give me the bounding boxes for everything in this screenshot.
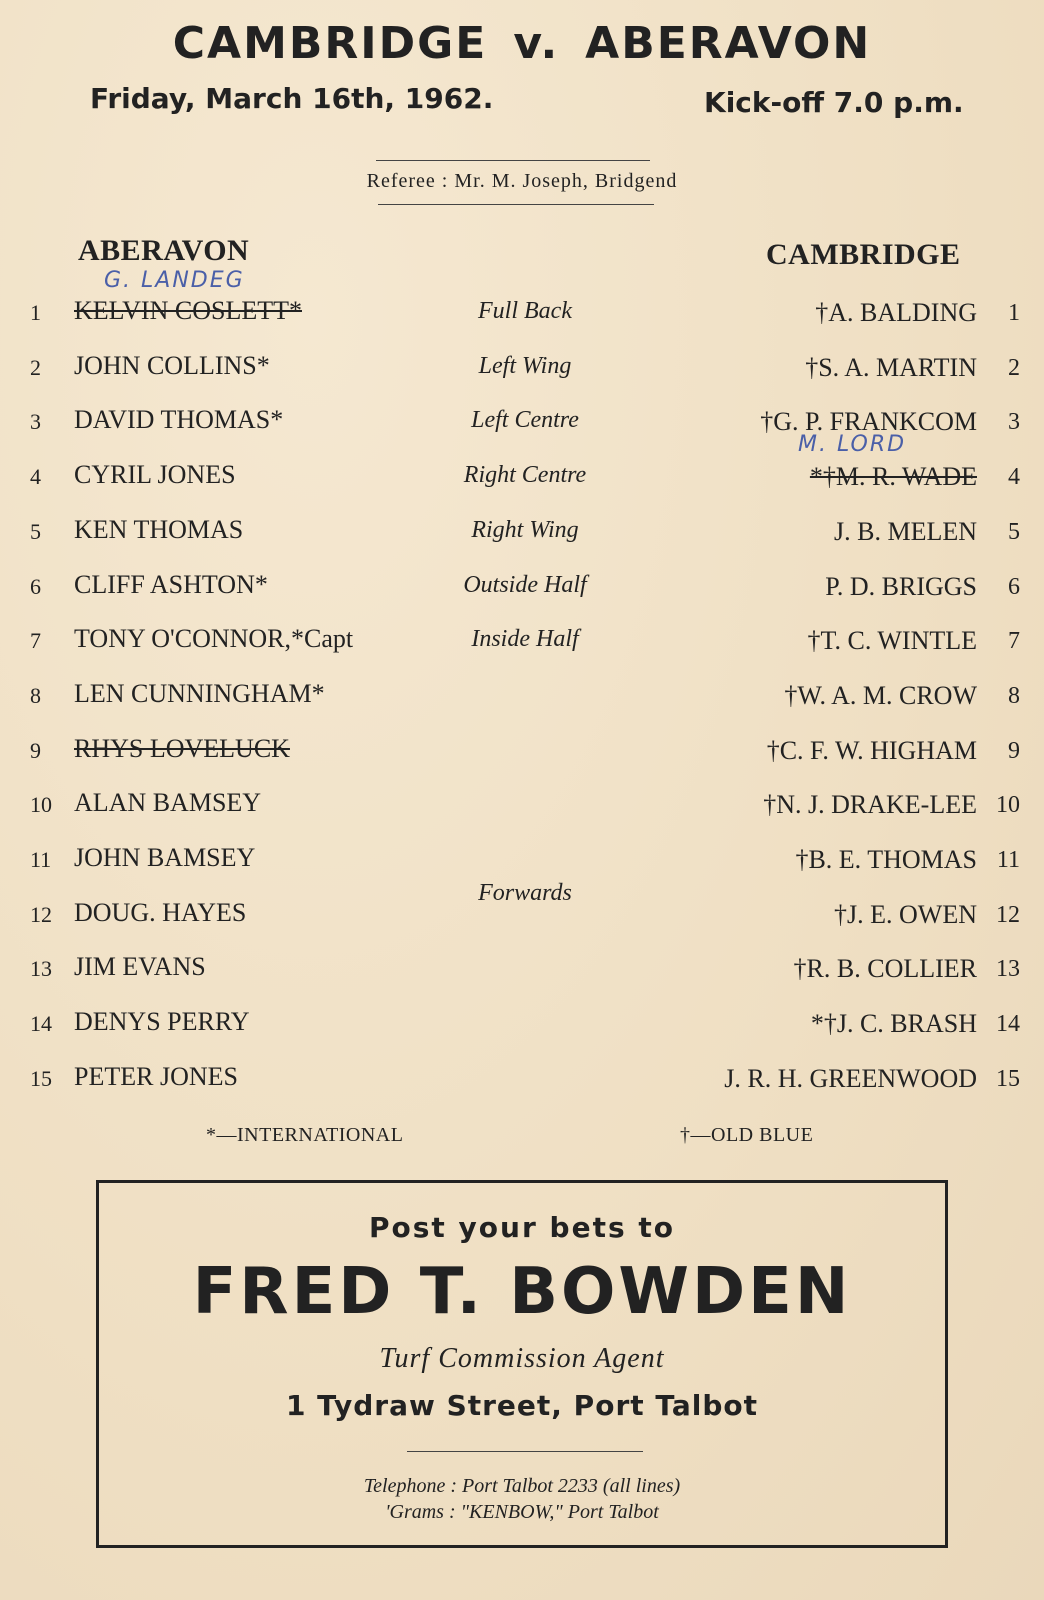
cambridge-player-name: †S. A. MARTIN	[805, 352, 977, 382]
cambridge-player-number: 7	[1008, 628, 1020, 655]
cambridge-player-number: 6	[1008, 573, 1020, 600]
aberavon-player-name: KEN THOMAS	[74, 514, 244, 544]
cambridge-player-name: †T. C. WINTLE	[807, 626, 977, 656]
advert-address: 1 Tydraw Street, Port Talbot	[285, 1389, 759, 1422]
aberavon-player-number: 14	[30, 1011, 52, 1037]
legend-international: *—INTERNATIONAL	[206, 1124, 404, 1146]
cambridge-player-name: †G. P. FRANKCOM	[760, 407, 977, 437]
cambridge-player-name: J. B. MELEN	[834, 516, 977, 546]
cambridge-player-number: 13	[996, 956, 1020, 983]
lineup-row	[0, 618, 1044, 672]
home-team-title: CAMBRIDGE	[172, 18, 488, 69]
cambridge-player-name: P. D. BRIGGS	[825, 571, 977, 601]
position-label: Full Back	[478, 298, 572, 324]
cambridge-player-number: 8	[1008, 682, 1020, 709]
aberavon-player-name: CLIFF ASHTON*	[74, 569, 268, 599]
aberavon-player-name: DOUG. HAYES	[74, 897, 247, 927]
handwritten-substitute: M. LORD	[798, 432, 907, 458]
aberavon-player-name: CYRIL JONES	[74, 460, 236, 490]
position-label: Inside Half	[471, 626, 579, 653]
away-team-title: ABERAVON	[585, 18, 872, 69]
aberavon-player-number: 1	[30, 300, 41, 325]
divider-top	[376, 160, 650, 161]
cambridge-player-name: *†M. R. WADE	[809, 462, 977, 492]
cambridge-heading: CAMBRIDGE	[766, 238, 961, 271]
referee-line: Referee : Mr. M. Joseph, Bridgend	[366, 170, 678, 192]
aberavon-player-number: 2	[30, 354, 41, 380]
cambridge-player-number: 9	[1008, 737, 1020, 764]
cambridge-player-number: 2	[1008, 354, 1020, 381]
position-label: Right Wing	[471, 516, 579, 543]
aberavon-player-name: DENYS PERRY	[74, 1007, 250, 1037]
aberavon-player-name: RHYS LOVELUCK	[74, 733, 290, 763]
cambridge-player-name: †N. J. DRAKE-LEE	[763, 790, 977, 820]
cambridge-player-name: J. R. H. GREENWOOD	[724, 1063, 977, 1093]
lineup-row	[0, 432, 1044, 508]
advert-name: FRED T. BOWDEN	[192, 1255, 852, 1329]
cambridge-player-number: 5	[1008, 518, 1020, 545]
advert-divider	[407, 1451, 643, 1452]
aberavon-player-number: 8	[30, 682, 41, 708]
cambridge-player-name: †J. E. OWEN	[834, 899, 977, 929]
cambridge-player-number: 10	[996, 792, 1020, 819]
aberavon-player-name: JOHN COLLINS*	[74, 350, 270, 380]
aberavon-player-name: LEN CUNNINGHAM*	[74, 678, 325, 708]
bookmaker-advert	[96, 1180, 948, 1548]
cambridge-player-name: †R. B. COLLIER	[793, 954, 977, 984]
lineup-row	[0, 673, 1044, 727]
cambridge-player-number: 3	[1008, 409, 1020, 436]
aberavon-player-name: ALAN BAMSEY	[74, 788, 262, 818]
aberavon-player-name: JOHN BAMSEY	[74, 843, 256, 872]
aberavon-player-number: 7	[30, 628, 41, 654]
cambridge-player-number: 12	[996, 901, 1020, 928]
aberavon-player-number: 13	[30, 956, 52, 982]
cambridge-player-number: 14	[996, 1011, 1020, 1038]
lineup-row	[0, 728, 1044, 782]
aberavon-player-number: 4	[30, 464, 41, 490]
divider-bottom	[378, 204, 654, 205]
position-label: Left Wing	[478, 352, 572, 379]
handwritten-substitute: G. LANDEG	[104, 268, 245, 293]
aberavon-player-name: TONY O'CONNOR,*Capt	[74, 624, 354, 654]
aberavon-player-name: KELVIN COSLETT*	[74, 296, 302, 325]
cambridge-player-name: †A. BALDING	[815, 298, 977, 327]
kickoff-time: Kick-off 7.0 p.m.	[704, 86, 964, 119]
lineup-row	[0, 1001, 1044, 1055]
legend-old-blue: †—OLD BLUE	[680, 1124, 814, 1146]
aberavon-player-name: DAVID THOMAS*	[74, 405, 284, 435]
position-label: Left Centre	[471, 407, 579, 434]
lineup-row	[0, 946, 1044, 1000]
forwards-label: Forwards	[478, 880, 572, 906]
aberavon-player-number: 12	[30, 901, 52, 927]
cambridge-player-name: *†J. C. BRASH	[810, 1009, 977, 1039]
aberavon-player-name: PETER JONES	[74, 1061, 238, 1091]
advert-grams: 'Grams : "KENBOW," Port Talbot	[385, 1501, 659, 1523]
lineup-row	[0, 564, 1044, 618]
cambridge-player-number: 4	[1008, 464, 1020, 491]
lineup-row	[0, 268, 1044, 344]
position-label: Outside Half	[463, 571, 587, 598]
match-date: Friday, March 16th, 1962.	[90, 82, 494, 115]
lineup-row	[0, 509, 1044, 563]
lineup-row	[0, 345, 1044, 399]
cambridge-player-name: †B. E. THOMAS	[795, 845, 977, 874]
aberavon-player-number: 11	[30, 847, 52, 872]
aberavon-player-number: 5	[30, 518, 41, 544]
advert-role: Turf Commission Agent	[379, 1343, 665, 1374]
lineup-row	[0, 782, 1044, 836]
advert-telephone: Telephone : Port Talbot 2233 (all lines)	[363, 1475, 681, 1497]
match-title	[0, 18, 1044, 69]
cambridge-player-number: 11	[996, 847, 1020, 873]
aberavon-player-number: 3	[30, 409, 41, 435]
aberavon-player-number: 6	[30, 573, 41, 599]
cambridge-player-number: 1	[1008, 300, 1020, 326]
advert-intro: Post your bets to	[369, 1211, 675, 1244]
cambridge-player-number: 15	[996, 1065, 1020, 1092]
aberavon-player-name: JIM EVANS	[74, 952, 206, 982]
versus-label: v.	[513, 18, 560, 69]
aberavon-player-number: 15	[30, 1065, 52, 1091]
cambridge-player-name: †W. A. M. CROW	[784, 680, 977, 710]
lineup-row	[0, 1056, 1044, 1110]
position-label: Right Centre	[463, 462, 587, 489]
aberavon-heading: ABERAVON	[78, 234, 250, 267]
cambridge-player-name: †C. F. W. HIGHAM	[766, 735, 977, 765]
aberavon-player-number: 10	[30, 792, 52, 818]
aberavon-player-number: 9	[30, 737, 41, 763]
